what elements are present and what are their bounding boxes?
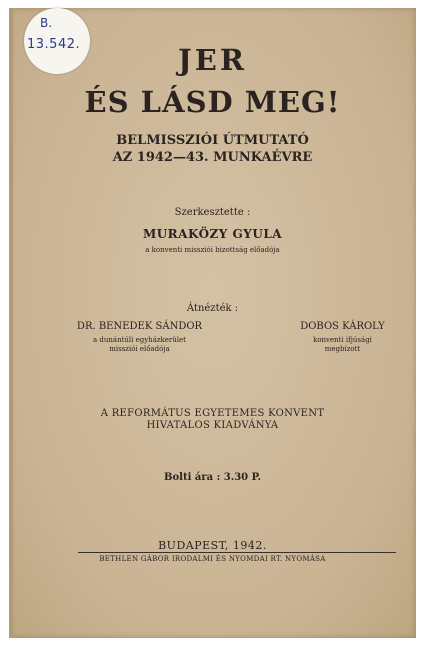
title-line-1: JER xyxy=(178,43,247,77)
editor-role: a konventi missziói bizottság előadója xyxy=(145,246,280,254)
divider-rule xyxy=(78,552,396,553)
price-text: Bolti ára : 3.30 P. xyxy=(164,472,261,483)
editor-name: MURAKÖZY GYULA xyxy=(142,227,283,241)
title-line-2: ÉS LÁSD MEG! xyxy=(84,85,341,119)
reviewer-left-role-line-2: missziói előadója xyxy=(109,345,170,353)
reviewer-left-role-line-1: a dunántúli egyházkerület xyxy=(93,336,186,344)
reviewers-label: Átnézték : xyxy=(186,303,239,314)
place-year: BUDAPEST, 1942. xyxy=(158,539,267,552)
printer-imprint: BETHLEN GÁBOR IRODALMI ÉS NYOMDAI RT. NYOMÁSA xyxy=(99,555,326,563)
publisher-line-2: HIVATALOS KIADVÁNYA xyxy=(146,420,279,431)
reviewer-right-role-line-1: konventi ifjúsági xyxy=(313,336,372,344)
reviewer-left-name: DR. BENEDEK SÁNDOR xyxy=(76,321,203,332)
editor-label: Szerkesztette : xyxy=(174,207,251,218)
publisher-line-1: A REFORMÁTUS EGYETEMES KONVENT xyxy=(100,408,325,419)
reviewer-right-name: DOBOS KÁROLY xyxy=(300,321,385,332)
library-label-letter: B. xyxy=(40,16,53,30)
subtitle-line-1: BELMISSZIÓI ÚTMUTATÓ xyxy=(116,133,309,148)
library-label-number: 13.542. xyxy=(27,37,81,52)
reviewer-right-role-line-2: megbízott xyxy=(324,345,361,353)
subtitle-line-2: AZ 1942—43. MUNKAÉVRE xyxy=(112,150,313,165)
